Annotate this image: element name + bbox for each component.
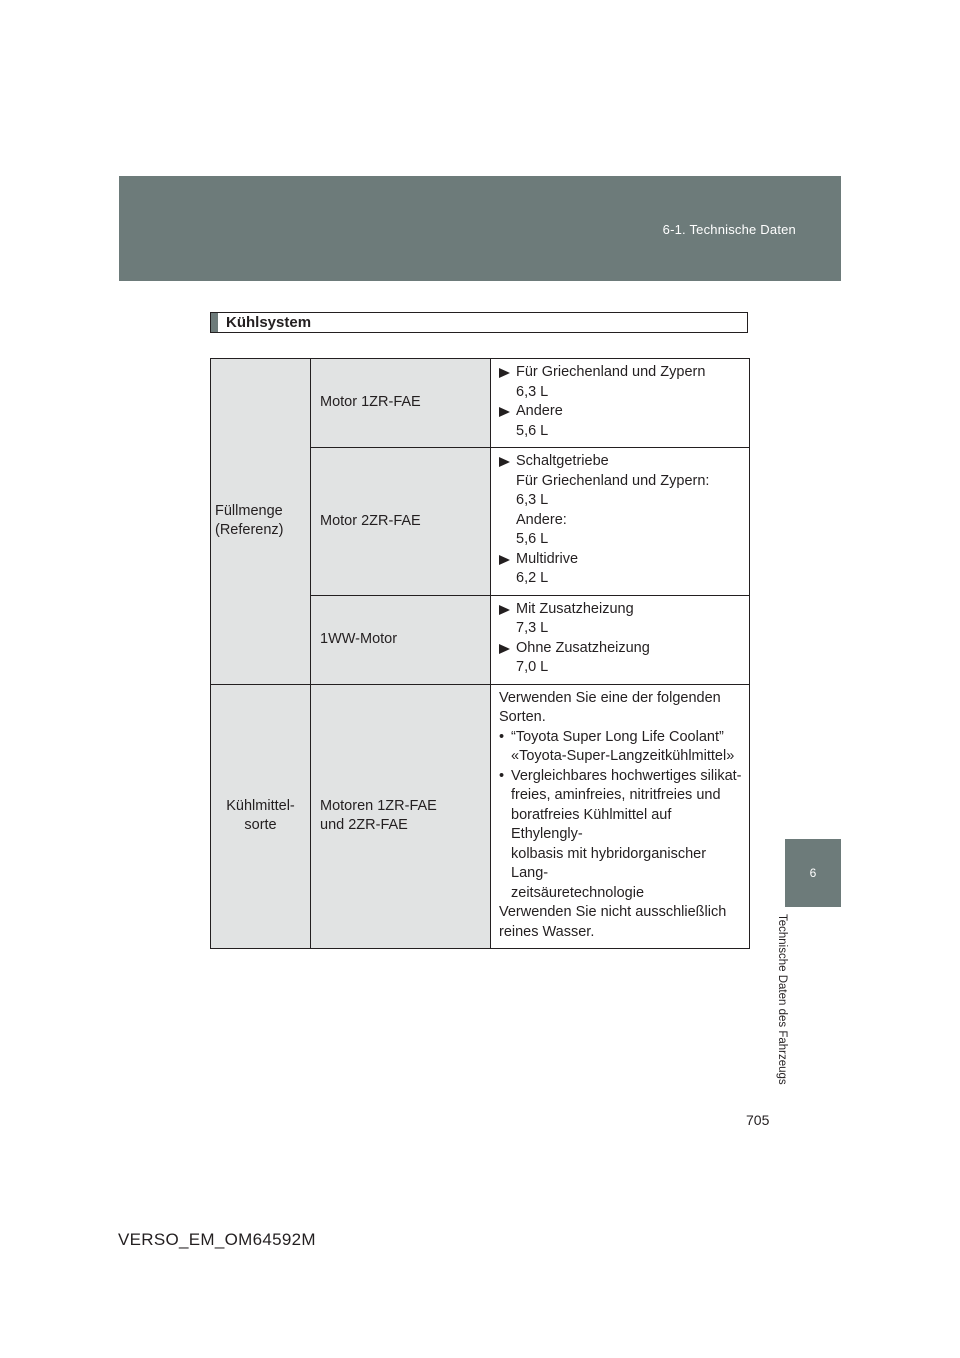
chapter-side-label [776, 914, 804, 1104]
bullet-line: Vergleichbares hochwertiges silikat- [511, 767, 742, 784]
item-line: Mit Zusatzheizung [516, 600, 634, 617]
list-item [499, 728, 743, 767]
engine-line: Motoren 1ZR-FAE [320, 797, 437, 814]
value-cell [491, 684, 750, 949]
table-row [211, 359, 750, 448]
coolant-label-line: sorte [244, 817, 277, 834]
engine-cell: Motor 1ZR-FAE [311, 359, 491, 448]
item-line: Andere [516, 403, 563, 419]
section-heading [210, 312, 748, 333]
list-item [499, 639, 743, 678]
list-item [499, 402, 743, 441]
item-line: Andere: [516, 511, 567, 528]
item-line: 5,6 L [516, 531, 549, 547]
item-line: Für Griechenland und Zypern [516, 364, 706, 380]
item-line: 6,3 L [516, 383, 549, 400]
list-item [499, 452, 743, 550]
bullet-line: «Toyota-Super-Langzeitkühlmittel» [511, 748, 735, 764]
item-line: 7,0 L [516, 659, 549, 675]
list-item [499, 600, 743, 639]
header-band [119, 176, 841, 281]
arrow-bullet-icon [499, 457, 510, 467]
item-line: Für Griechenland und Zypern: [516, 472, 710, 489]
header-section-title: 6-1. Technische Daten [662, 222, 796, 237]
footer-code: VERSO_EM_OM64592M [118, 1230, 316, 1249]
engine-cell [311, 684, 491, 949]
item-line: 7,3 L [516, 620, 549, 636]
bullet-line: kolbasis mit hybridorganischer Lang- [511, 845, 707, 881]
bullet-line: “Toyota Super Long Life Coolant” [511, 728, 724, 745]
bullet-dot-icon: • [499, 728, 505, 745]
arrow-bullet-icon [499, 407, 510, 417]
outro-line: reines Wasser. [499, 923, 595, 940]
item-line: Schaltgetriebe [516, 453, 609, 469]
engine-cell: Motor 2ZR-FAE [311, 448, 491, 596]
intro-line: Verwenden Sie eine der folgenden [499, 689, 721, 706]
fill-label-line: Füllmenge [215, 502, 283, 519]
item-line: 6,2 L [516, 570, 549, 586]
fill-label-cell [211, 359, 311, 685]
coolant-label-cell [211, 684, 311, 949]
list-item [499, 550, 743, 589]
intro-line: Sorten. [499, 709, 546, 725]
value-cell [491, 448, 750, 596]
list-item [499, 363, 743, 402]
chapter-tab [785, 839, 841, 907]
value-cell [491, 359, 750, 448]
bullet-line: freies, aminfreies, nitritfreies und [511, 787, 721, 803]
page-number: 705 [746, 1112, 770, 1128]
fill-label-line: (Referenz) [215, 522, 284, 539]
item-line: 5,6 L [516, 422, 549, 439]
arrow-bullet-icon [499, 555, 510, 565]
item-line: Multidrive [516, 550, 579, 567]
table-row [211, 684, 750, 949]
bullet-line: boratfreies Kühlmittel auf Ethylengly- [511, 806, 672, 842]
list-item [499, 767, 743, 904]
cooling-system-table [210, 358, 750, 949]
bullet-dot-icon: • [499, 767, 505, 784]
arrow-bullet-icon [499, 644, 510, 654]
coolant-label-line: Kühlmittel- [226, 797, 295, 814]
item-line: 6,3 L [516, 492, 549, 508]
value-cell [491, 595, 750, 684]
arrow-bullet-icon [499, 368, 510, 378]
section-title: Kühlsystem [226, 314, 312, 331]
item-line: Ohne Zusatzheizung [516, 639, 650, 656]
chapter-title: Technische Daten des Fahrzeugs [776, 914, 788, 1085]
engine-cell: 1WW-Motor [311, 595, 491, 684]
bullet-line: zeitsäuretechnologie [511, 884, 645, 901]
chapter-number: 6 [809, 866, 817, 880]
outro-line: Verwenden Sie nicht ausschließlich [499, 904, 727, 920]
arrow-bullet-icon [499, 605, 510, 615]
heading-bar [211, 313, 218, 332]
engine-line: und 2ZR-FAE [320, 817, 408, 834]
